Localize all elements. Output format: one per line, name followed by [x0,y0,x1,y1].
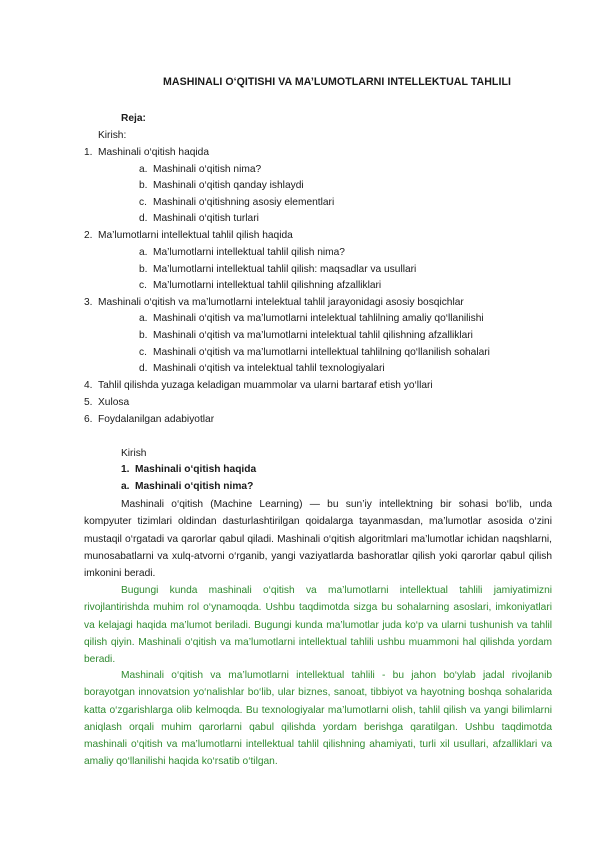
toc-item-1 [84,146,209,159]
toc-subitem: c. Mashinali o‘qitish va ma’lumotlarni intellektual tahlilning qo‘llanilish sohalari [139,347,490,358]
paragraph-2: Bugungi kunda mashinali o‘qitish va ma’lumotlarni intellektual tahlili jamiyatimizni rivojlantirishda muhim rol o‘ynamoqda. Ushbu taqdimotda sizga bu sohalarning asoslari, imkoniyatlari va kelajagi haqida ma’lumot beriladi. Bugungi kunda ma’lumotlar juda ko‘p va ularni tushunish va tahlil qilish qiyin. Mashinali o‘qitish va ma’lumotlarni intellektual tahlili ushbu muammoni hal qilishda yordam beradi. [84,585,552,666]
toc-subitem: d. Mashinali o‘qitish turlari [139,213,259,224]
toc-num: 1. [84,147,93,158]
section-heading-1: 1. Mashinali o‘qitish haqida [121,464,257,475]
document-title: MASHINALI O‘QITISHI VA MA’LUMOTLARNI INTELLEKTUAL TAHLILI [163,76,511,88]
section-kirish: Kirish [121,448,147,459]
toc-subitem: b. Mashinali o‘qitish va ma’lumotlarni intelektual tahlil qilishning afzalliklari [139,330,473,341]
toc-subitem: c. Ma’lumotlarni intellektual tahlil qilishning afzalliklari [139,280,382,291]
kirish-label: Kirish: [98,130,127,141]
toc-subitem: a. Mashinali o‘qitish va ma’lumotlarni intelektual tahlilning amaliy qo‘llanilishi [139,313,484,324]
toc-subitem: a. Ma’lumotlarni intellektual tahlil qilish nima? [139,247,345,258]
section-heading-1a: a. Mashinali o‘qitish nima? [121,481,254,492]
toc-subitem: c. Mashinali o‘qitishning asosiy elementlari [139,197,335,208]
toc-item-2: 2. Ma’lumotlarni intellektual tahlil qilish haqida [84,230,293,241]
toc-subitem: a. Mashinali o‘qitish nima? [139,164,262,175]
reja-label: Reja: [121,113,146,124]
toc-subitem: d. Mashinali o‘qitish va intelektual tahlil texnologiyalari [139,363,385,374]
toc-subitem: b. Mashinali o‘qitish qanday ishlaydi [139,180,304,191]
toc-text: Mashinali o‘qitish haqida [98,147,209,158]
paragraph-3: Mashinali o‘qitish va ma’lumotlarni intellektual tahlili - bu jahon bo‘ylab jadal rivojlanib borayotgan innovatsion yo‘nalishlar bo‘lib, ular biznes, sanoat, tibbiyot va hayotning boshqa sohalarida katta o‘zgarishlarga olib kelmoqda. Bu texnologiyalar ma’lumotlarni olish, tahlil qilish va yangi bilimlarni aniqlash orqali muhim qarorlarni qabul qilishda yordam berishga qaratilgan. Ushbu taqdimotda mashinali o‘qitish va ma’lumotlarni intellektual tahlil qilishning ahamiyati, turli xil usullari, afzalliklari va amaliy qo‘llanilishi haqida ko‘rsatib o‘tilgan. [84,670,552,768]
toc-item-3: 3. Mashinali o‘qitish va ma’lumotlarni intelektual tahlil jarayonidagi asosiy bosqichlar [84,297,464,308]
toc-subitem: b. Ma’lumotlarni intellektual tahlil qilish: maqsadlar va usullari [139,264,417,275]
toc-item-4: 4. Tahlil qilishda yuzaga keladigan muammolar va ularni bartaraf etish yo‘llari [84,380,433,391]
toc-item-5: 5. Xulosa [84,397,130,408]
paragraph-1: Mashinali o‘qitish (Machine Learning) — bu sun’iy intellektning bir sohasi bo‘lib, unda kompyuter tizimlari oldindan dasturlashtirilgan qoidalarga tayanmasdan, ma’lumotlar asosida o‘zini mustaqil o‘rgatadi va qarorlar qabul qiladi. Mashinali o‘qitish algoritmlari ma’lumotlar ichidan naqshlarni, munosabatlarni va xulq-atvorni o‘rganib, yangi vaziyatlarda bashoratlar qilish yoki qarorlar qabul qilish imkonini beradi. [84,499,552,580]
toc-item-6: 6. Foydalanilgan adabiyotlar [84,414,215,425]
